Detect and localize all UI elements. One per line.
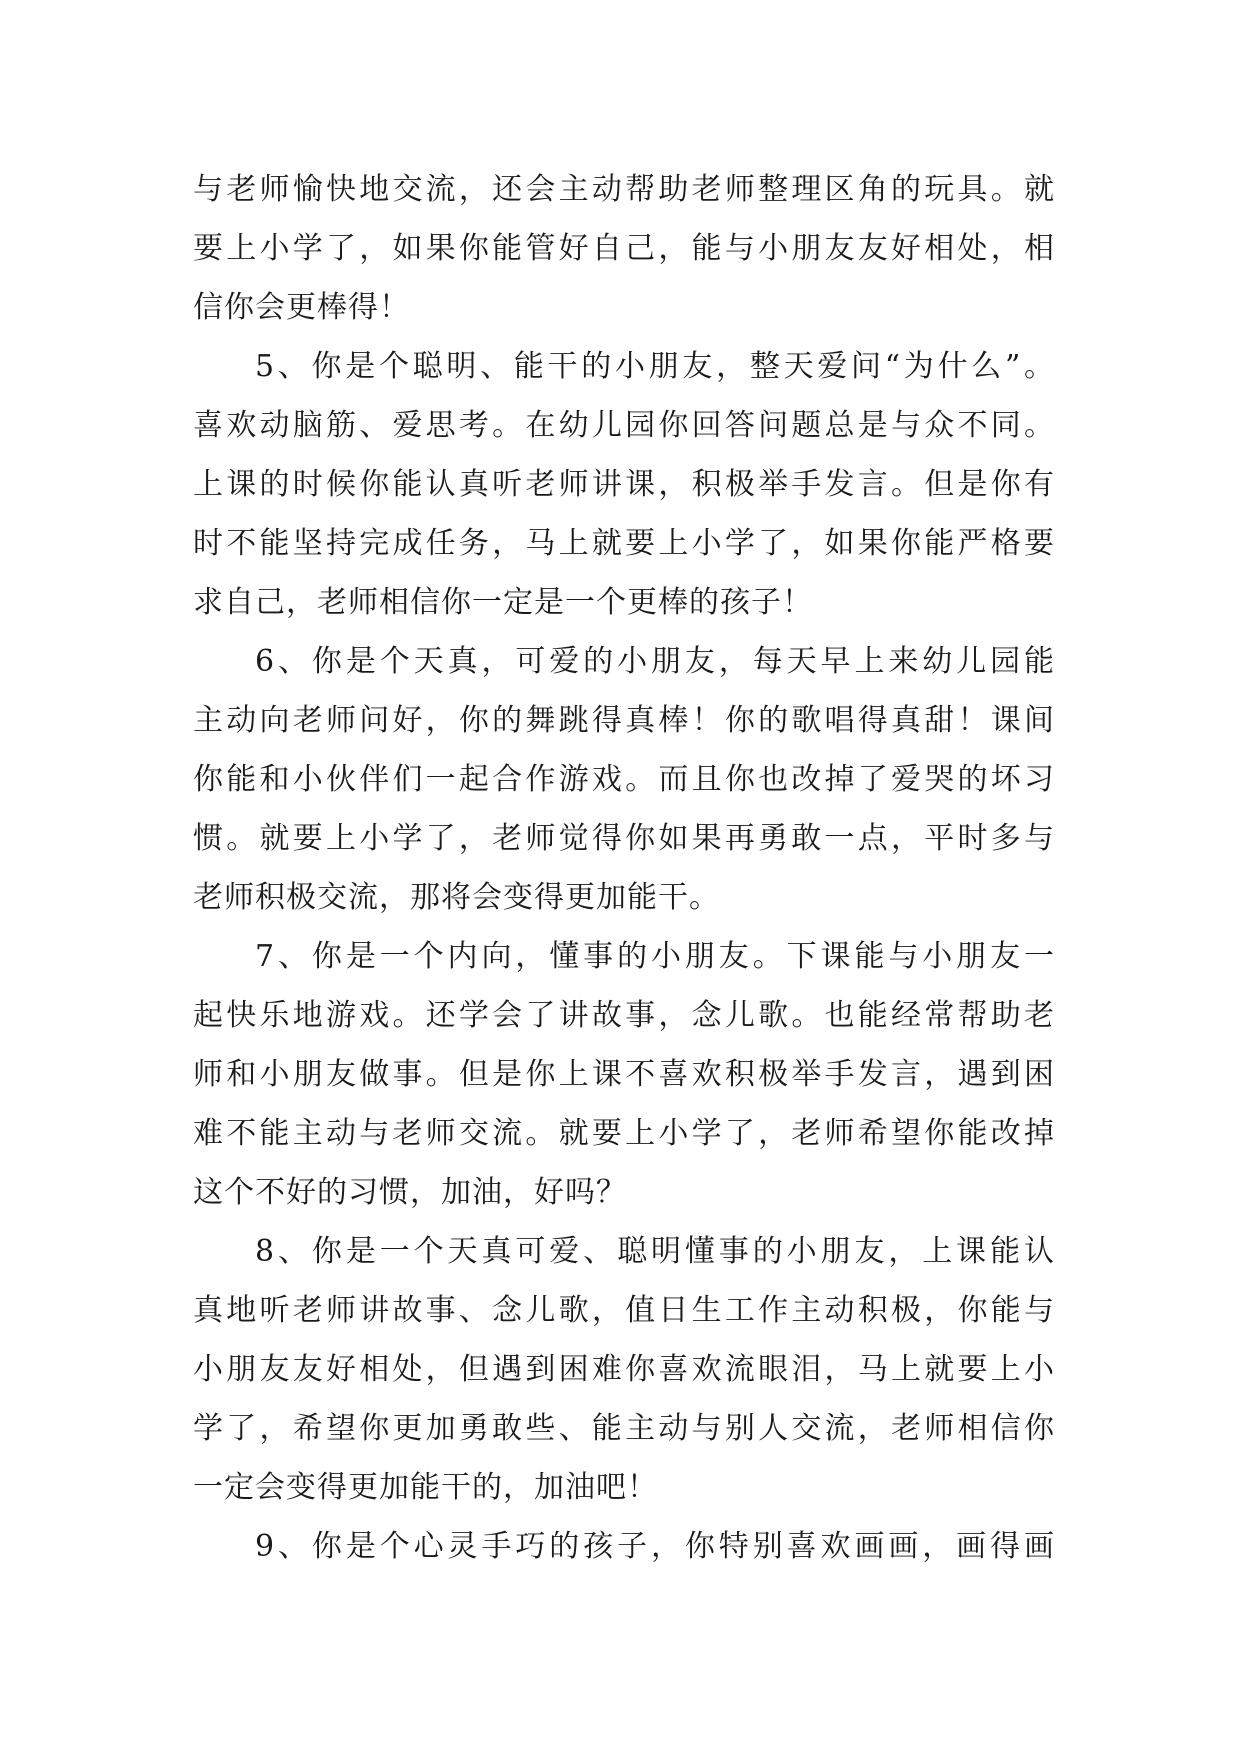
paragraph-line: 7、你是一个内向，懂事的小朋友。下课能与小朋友一 [255, 939, 1055, 974]
paragraph-line: 师和小朋友做事。但是你上课不喜欢积极举手发言，遇到困 [193, 1057, 1055, 1092]
paragraph-line: 喜欢动脑筋、爱思考。在幼儿园你回答问题总是与众不同。 [193, 408, 1055, 443]
body-text [193, 160, 1055, 1576]
paragraph-line: 5、你是个聪明、能干的小朋友，整天爱问“为什么”。 [255, 349, 1055, 384]
paragraph-line: 你能和小伙伴们一起合作游戏。而且你也改掉了爱哭的坏习 [193, 762, 1055, 797]
paragraph-line: 时不能坚持完成任务，马上就要上小学了，如果你能严格要 [193, 526, 1055, 561]
paragraph-line: 9、你是个心灵手巧的孩子，你特别喜欢画画，画得画 [255, 1529, 1055, 1564]
paragraph-line: 一定会变得更加能干的，加油吧！ [193, 1470, 658, 1505]
paragraph-line: 起快乐地游戏。还学会了讲故事，念儿歌。也能经常帮助老 [193, 998, 1055, 1033]
paragraph-line: 惯。就要上小学了，老师觉得你如果再勇敢一点，平时多与 [193, 821, 1055, 856]
paragraph-line: 信你会更棒得！ [193, 290, 410, 325]
paragraph-line: 这个不好的习惯，加油，好吗？ [193, 1175, 627, 1210]
paragraph-line: 上课的时候你能认真听老师讲课，积极举手发言。但是你有 [193, 467, 1055, 502]
paragraph-line: 8、你是一个天真可爱、聪明懂事的小朋友，上课能认 [255, 1234, 1055, 1269]
paragraph-line: 小朋友友好相处，但遇到困难你喜欢流眼泪，马上就要上小 [193, 1352, 1055, 1387]
paragraph-line: 要上小学了，如果你能管好自己，能与小朋友友好相处，相 [193, 231, 1055, 266]
paragraph-line: 真地听老师讲故事、念儿歌，值日生工作主动积极，你能与 [193, 1293, 1055, 1328]
paragraph-line: 主动向老师问好，你的舞跳得真棒！你的歌唱得真甜！课间 [193, 703, 1055, 738]
paragraph-line: 学了，希望你更加勇敢些、能主动与别人交流，老师相信你 [193, 1411, 1055, 1446]
paragraph-line: 求自己，老师相信你一定是一个更棒的孩子！ [193, 585, 813, 620]
paragraph-line: 难不能主动与老师交流。就要上小学了，老师希望你能改掉 [193, 1116, 1055, 1151]
paragraph-line: 老师积极交流，那将会变得更加能干。 [193, 880, 720, 915]
paragraph-line: 6、你是个天真，可爱的小朋友，每天早上来幼儿园能 [255, 644, 1055, 679]
paragraph-line: 与老师愉快地交流，还会主动帮助老师整理区角的玩具。就 [193, 172, 1055, 207]
